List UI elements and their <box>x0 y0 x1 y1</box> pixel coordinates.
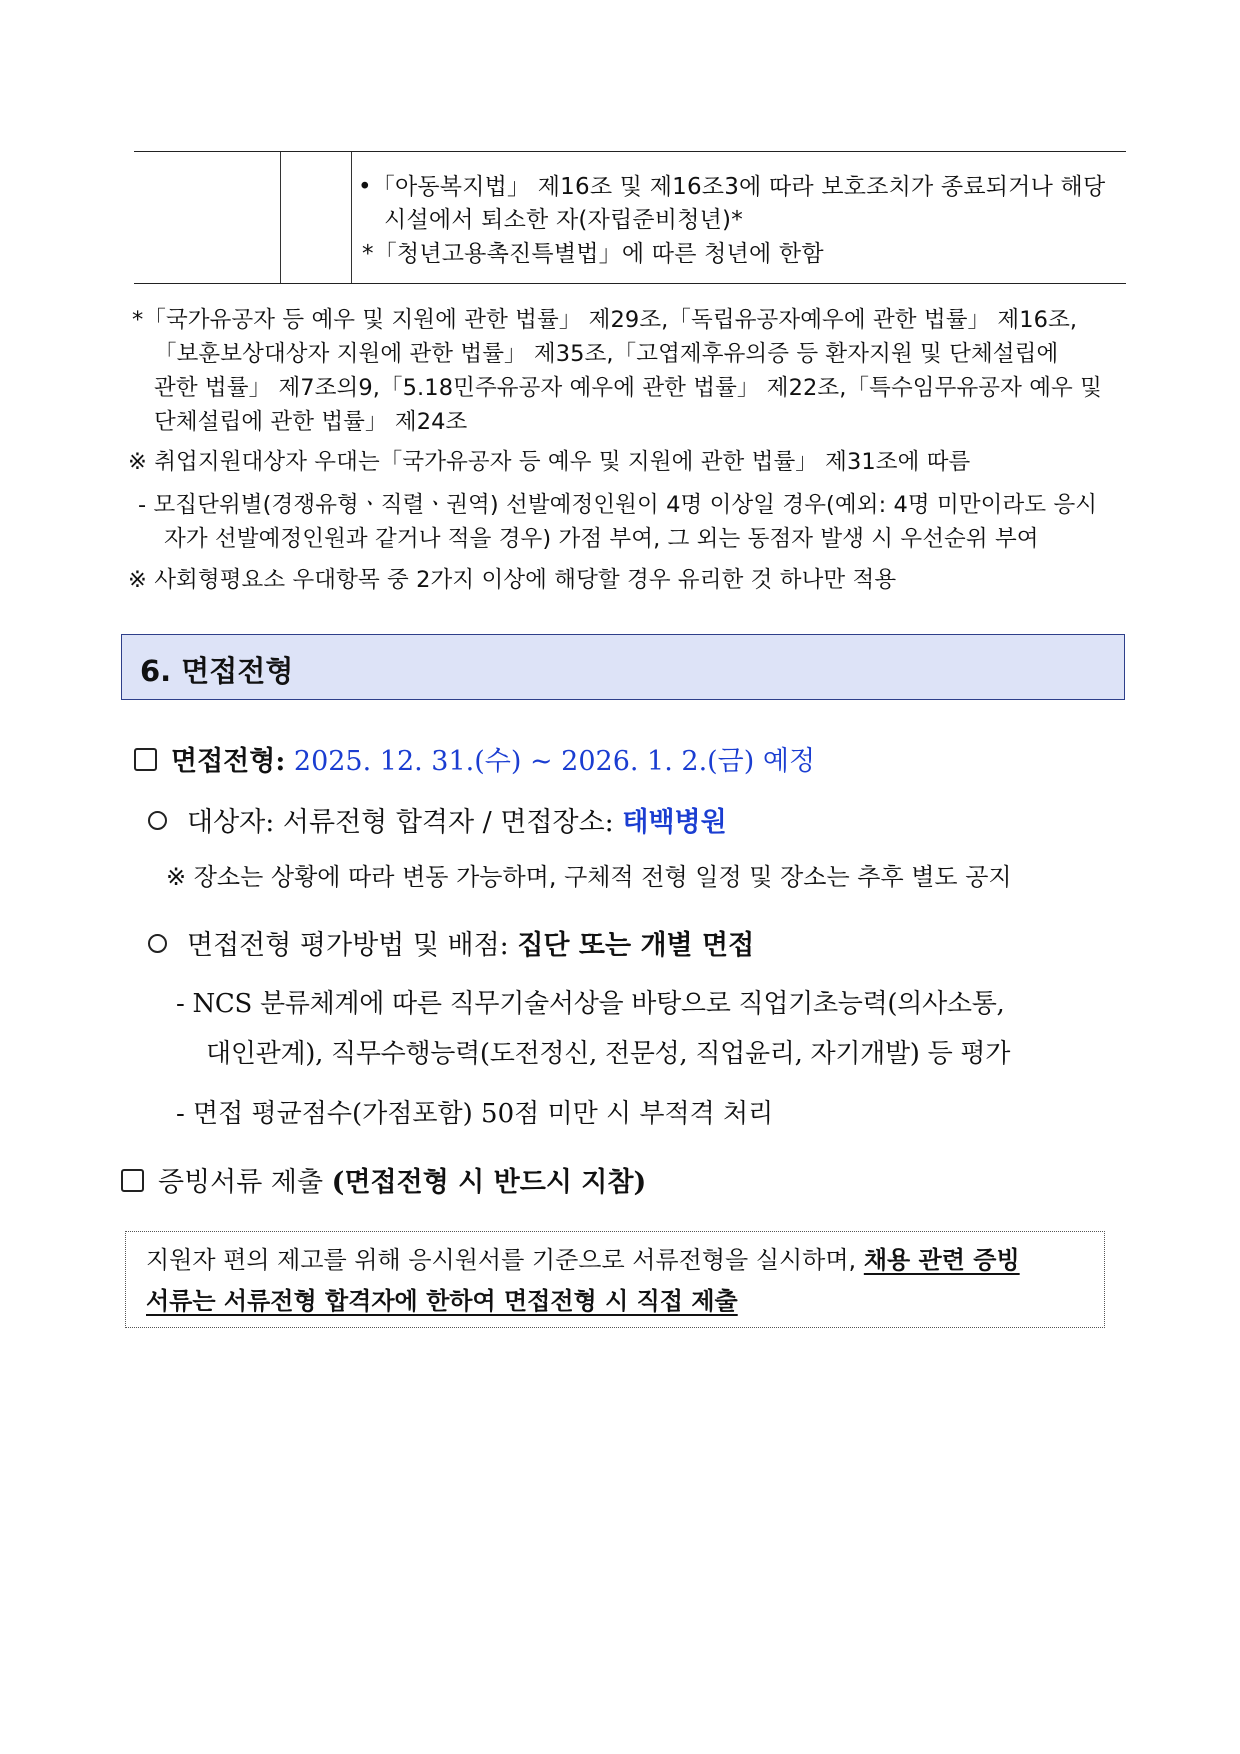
docs-heading-plain: 증빙서류 제출 <box>158 1167 324 1198</box>
docs-notice-plain: 지원자 편의 제고를 위해 응시원서를 기준으로 서류전형을 실시하며, <box>146 1246 857 1274</box>
location-note: ※ 장소는 상황에 따라 변동 가능하며, 구체적 전형 일정 및 장소는 추후 별도 공지 <box>166 863 1012 891</box>
section-title: 6. 면접전형 <box>140 654 294 688</box>
docs-notice-line <box>146 1240 1020 1275</box>
interview-location: 태백병원 <box>622 807 727 838</box>
score-threshold: - 면접 평균점수(가점포함) 50점 미만 시 부적격 처리 <box>176 1099 774 1129</box>
table-row-text: 시설에서 퇴소한 자(자립준비청년)* <box>384 207 743 233</box>
checkbox-square-icon <box>121 1169 144 1192</box>
interview-method <box>148 923 754 962</box>
section-header <box>121 634 1125 700</box>
interview-date: 2025. 12. 31.(수) ~ 2026. 1. 2.(금) 예정 <box>293 746 816 777</box>
table-row-text: •「아동복지법」 제16조 및 제16조3에 따라 보호조치가 종료되거나 해당 <box>358 174 1106 200</box>
interview-target <box>148 800 727 839</box>
method-label: 면접전형 평가방법 및 배점: <box>187 930 509 961</box>
docs-heading-bold: (면접전형 시 반드시 지참) <box>331 1167 647 1198</box>
target-label: 대상자: 서류전형 합격자 / 면접장소: <box>187 807 614 838</box>
interview-schedule <box>134 739 815 778</box>
docs-heading <box>121 1160 646 1199</box>
circle-bullet-icon <box>148 934 167 953</box>
docs-notice-emphasis: 서류는 서류전형 합격자에 한하여 면접전형 시 직접 제출 <box>146 1287 738 1315</box>
footnote-law-line: 단체설립에 관한 법률」 제24조 <box>154 409 468 435</box>
method-value: 집단 또는 개별 면접 <box>517 930 755 961</box>
ncs-evaluation-line: 대인관계), 직무수행능력(도전정신, 전문성, 직업윤리, 자기개발) 등 평가 <box>206 1039 1011 1069</box>
footnote-bonus-line: 자가 선발예정인원과 같거나 적을 경우) 가점 부여, 그 외는 동점자 발생 시 우선순위 부여 <box>164 526 1039 552</box>
footnote-law-line: *「국가유공자 등 예우 및 지원에 관한 법률」 제29조,「독립유공자예우에 관한 법률」 제16조, <box>132 307 1078 333</box>
interview-label: 면접전형: <box>171 746 286 777</box>
table-row-note: *「청년고용촉진특별법」에 따른 청년에 한함 <box>362 241 824 267</box>
checkbox-square-icon <box>134 748 157 771</box>
footnote-law-line: 관한 법률」 제7조의9,「5.18민주유공자 예우에 관한 법률」 제22조,「특수임무유공자 예우 및 <box>154 375 1102 401</box>
docs-notice-emphasis: 채용 관련 증빙 <box>863 1246 1020 1274</box>
ncs-evaluation-line: - NCS 분류체계에 따른 직무기술서상을 바탕으로 직업기초능력(의사소통, <box>176 989 1005 1019</box>
footnote-priority: ※ 취업지원대상자 우대는「국가유공자 등 예우 및 지원에 관한 법률」 제31조에 따름 <box>128 449 971 475</box>
footnote-social-equity: ※ 사회형평요소 우대항목 중 2가지 이상에 해당할 경우 유리한 것 하나만 적용 <box>128 567 897 593</box>
table-column-divider <box>280 152 281 283</box>
footnote-law-line: 「보훈보상대상자 지원에 관한 법률」 제35조,「고엽제후유의증 등 환자지원 및 단체설립에 <box>154 341 1059 367</box>
table-column-divider <box>351 152 352 283</box>
circle-bullet-icon <box>148 811 167 830</box>
footnote-bonus-line: - 모집단위별(경쟁유형ㆍ직렬ㆍ권역) 선발예정인원이 4명 이상일 경우(예외: 4명 미만이라도 응시 <box>138 492 1098 518</box>
